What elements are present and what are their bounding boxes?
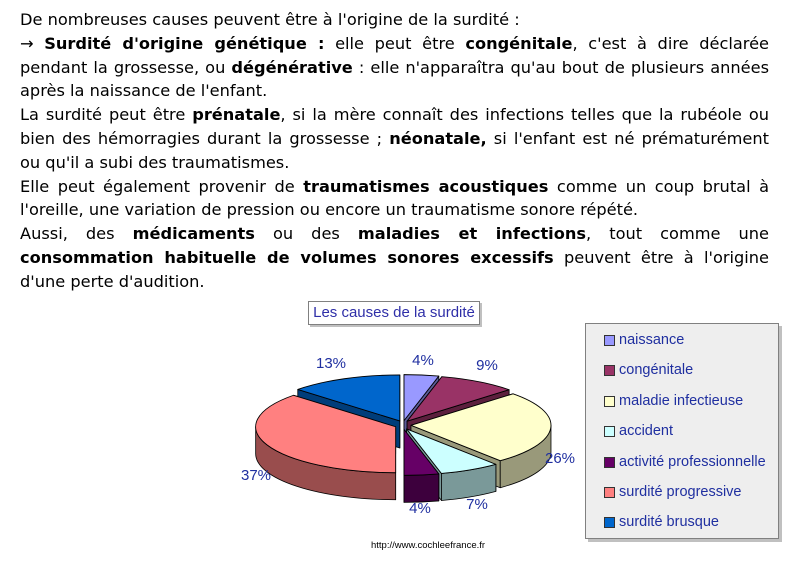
congenital-term: congénitale	[465, 33, 573, 53]
text-span: comme un coup brutal à l'oreille, une variation de pression ou encore un traumatisme sonore répété.	[20, 176, 770, 220]
text-span: , si la mère connaît des infections telles que la rubéole ou bien des hémorragies durant la grossesse ;	[20, 105, 769, 148]
diseases-term: maladies et infections	[357, 224, 587, 244]
text-span: : elle n'apparaîtra qu'au bout de plusieurs années après la naissance de l'enfant.	[20, 57, 770, 101]
chart-title: Les causes de la surdité	[308, 301, 480, 325]
legend-label: accident	[619, 423, 674, 440]
neonatal-term: néonatale,	[389, 128, 487, 148]
text-span: La surdité peut être	[20, 105, 193, 125]
excessive-volume-term: consommation habituelle de volumes sonores excessifs	[20, 247, 554, 267]
text-span: peuvent être à l'origine d'une perte d'audition.	[20, 247, 770, 291]
intro-text: De nombreuses causes peuvent être à l'origine de la surdité :	[20, 10, 520, 29]
slice-percent-label-5: 37%	[240, 467, 272, 484]
prenatal-term: prénatale	[192, 105, 281, 125]
legend-swatch	[604, 517, 615, 528]
text-span: ou des	[254, 224, 358, 244]
legend-label: congénitale	[619, 362, 694, 379]
text-span: Aussi, des	[20, 224, 133, 244]
legend-label: maladie infectieuse	[619, 392, 744, 409]
text-span: Elle peut également provenir de	[20, 176, 304, 196]
slice-percent-label-6: 13%	[315, 355, 347, 372]
slice-percent-label-1: 9%	[476, 357, 498, 374]
slice-percent-label-3: 7%	[466, 496, 488, 513]
text-span: , c'est à dire déclarée pendant la grossesse, ou	[20, 33, 769, 77]
genetic-deafness-term: Surdité d'origine génétique :	[44, 33, 325, 53]
legend-label: activité professionnelle	[619, 453, 766, 470]
slice-percent-label-0: 4%	[412, 352, 434, 369]
degenerative-term: dégénérative	[231, 57, 353, 77]
chart-legend	[585, 323, 779, 539]
legend-swatch	[604, 457, 615, 468]
slice-percent-label-2: 26%	[544, 450, 576, 467]
text-span: si l'enfant est né prématurément ou qu'il a subi des traumatismes.	[20, 128, 769, 172]
source-url: http://www.cochleefrance.fr	[371, 540, 486, 551]
legend-swatch	[604, 365, 615, 376]
slice-percent-label-4: 4%	[409, 500, 431, 517]
arrow-icon: →	[20, 33, 34, 53]
legend-label: naissance	[619, 332, 685, 348]
slice-side-4	[404, 474, 439, 502]
legend-label: surdité progressive	[619, 484, 742, 500]
legend-swatch	[604, 396, 615, 407]
legend-swatch	[604, 487, 615, 498]
legend-label: surdité brusque	[619, 514, 719, 531]
text-span: elle peut être	[324, 33, 466, 53]
acoustic-trauma-term: traumatismes acoustiques	[303, 176, 549, 196]
medication-term: médicaments	[132, 224, 255, 244]
text-span: , tout comme une	[586, 224, 769, 244]
legend-swatch	[604, 426, 615, 437]
legend-swatch	[604, 335, 615, 346]
